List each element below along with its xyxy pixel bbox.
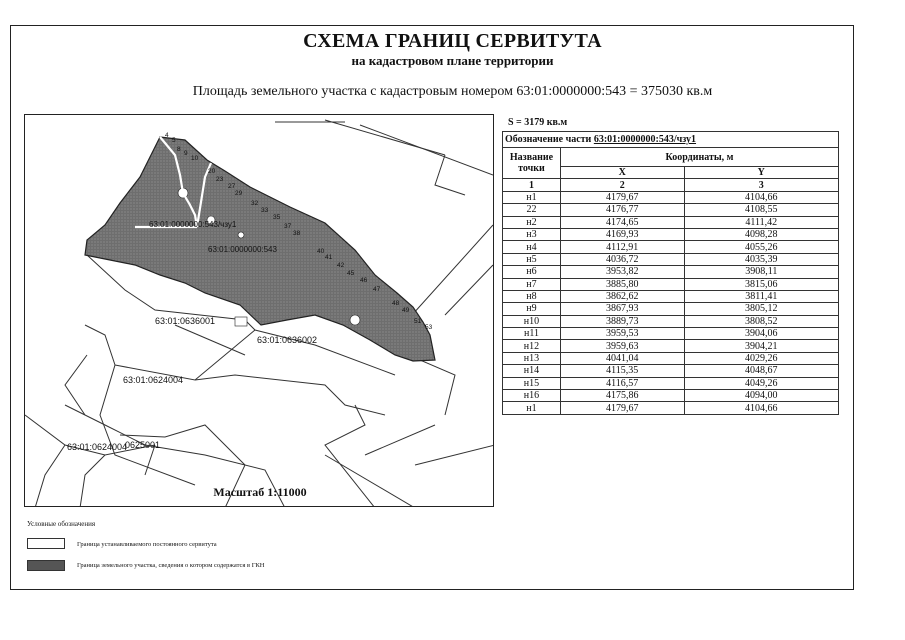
svg-text:63:01:0000000:543/чзу1: 63:01:0000000:543/чзу1 [149, 220, 237, 229]
coord-x: 3959,53 [560, 328, 684, 340]
column-x: X [560, 167, 684, 179]
coord-x: 3885,80 [560, 278, 684, 290]
svg-text:37: 37 [284, 223, 292, 230]
svg-text:9: 9 [184, 150, 188, 157]
coord-x: 4179,67 [560, 402, 684, 414]
point-name: н1 [503, 191, 561, 203]
svg-text:32: 32 [251, 200, 259, 207]
coord-x: 3959,63 [560, 340, 684, 352]
point-name: н13 [503, 352, 561, 364]
table-row [503, 290, 839, 302]
column-point-name: Название точки [503, 148, 561, 179]
point-name: н5 [503, 253, 561, 265]
coord-x: 4116,57 [560, 377, 684, 389]
coord-y: 3811,41 [684, 290, 838, 302]
coord-x: 3862,62 [560, 290, 684, 302]
point-name: н15 [503, 377, 561, 389]
coord-y: 3904,21 [684, 340, 838, 352]
coord-y: 3815,06 [684, 278, 838, 290]
column-y: Y [684, 167, 838, 179]
coord-x: 4036,72 [560, 253, 684, 265]
coord-x: 4175,86 [560, 390, 684, 402]
svg-text:47: 47 [373, 286, 381, 293]
coord-x: 4176,77 [560, 204, 684, 216]
svg-text:63:01:0000000:543: 63:01:0000000:543 [208, 245, 277, 254]
point-name: н8 [503, 290, 561, 302]
table-row [503, 390, 839, 402]
point-name: н11 [503, 328, 561, 340]
map-drawing [25, 115, 494, 507]
coordinate-rows [503, 191, 839, 414]
svg-text:20: 20 [208, 168, 216, 175]
svg-text:46: 46 [360, 277, 368, 284]
table-row [503, 377, 839, 389]
svg-text:63:01:0624004: 63:01:0624004 [123, 375, 184, 385]
point-name: н10 [503, 315, 561, 327]
svg-text:48: 48 [392, 300, 400, 307]
point-name: н6 [503, 266, 561, 278]
cadastral-map [24, 114, 494, 507]
part-designation-value: 63:01:0000000:543/чзу1 [593, 134, 697, 145]
svg-text:53: 53 [425, 324, 433, 331]
coord-y: 4055,26 [684, 241, 838, 253]
coord-y: 3904,06 [684, 328, 838, 340]
table-row [503, 241, 839, 253]
coord-y: 4094,00 [684, 390, 838, 402]
coord-y: 4035,39 [684, 253, 838, 265]
part-designation: Обозначение части 63:01:0000000:543/чзу1 [503, 132, 839, 148]
coord-x: 3953,82 [560, 266, 684, 278]
point-name: н16 [503, 390, 561, 402]
coord-y: 4111,42 [684, 216, 838, 228]
coord-y: 4108,55 [684, 204, 838, 216]
coord-y: 4049,26 [684, 377, 838, 389]
table-row [503, 228, 839, 240]
svg-text:63:01:0636001: 63:01:0636001 [155, 316, 216, 326]
svg-text:51: 51 [414, 318, 422, 325]
legend-item-servitude: Граница устанавливаемого постоянного сервитута [77, 541, 217, 548]
svg-text:40: 40 [317, 248, 325, 255]
svg-text:42: 42 [337, 262, 345, 269]
column-coordinates: Координаты, м [560, 148, 838, 167]
part-designation-row [503, 132, 839, 148]
point-name: н3 [503, 228, 561, 240]
table-row [503, 216, 839, 228]
table-row [503, 328, 839, 340]
coord-y: 4104,66 [684, 191, 838, 203]
coord-y: 4104,66 [684, 402, 838, 414]
table-row [503, 352, 839, 364]
table-row [503, 365, 839, 377]
svg-text:41: 41 [325, 254, 333, 261]
area-statement: Площадь земельного участка с кадастровым номером 63:01:0000000:543 = 375030 кв.м [192, 84, 713, 99]
svg-text:33: 33 [261, 207, 269, 214]
svg-text:23: 23 [216, 176, 224, 183]
table-row [503, 204, 839, 216]
svg-text:0625001: 0625001 [125, 440, 161, 450]
coord-x: 4115,35 [560, 365, 684, 377]
coord-y: 3908,11 [684, 266, 838, 278]
coord-y: 4048,67 [684, 365, 838, 377]
legend-title: Условные обозначения [27, 520, 96, 528]
servitude-area: S = 3179 кв.м [508, 117, 568, 128]
coord-x: 4174,65 [560, 216, 684, 228]
point-name: н9 [503, 303, 561, 315]
point-name: 22 [503, 204, 561, 216]
table-row [503, 253, 839, 265]
legend-swatch-servitude [27, 538, 65, 549]
legend-item-parcel: Граница земельного участка, сведения о котором содержатся в ГКН [77, 562, 265, 569]
coord-x: 4179,67 [560, 191, 684, 203]
svg-text:4: 4 [165, 132, 169, 139]
svg-text:35: 35 [273, 214, 281, 221]
svg-text:45: 45 [347, 270, 355, 277]
coord-y: 3808,52 [684, 315, 838, 327]
point-name: н2 [503, 216, 561, 228]
legend-swatch-parcel [27, 560, 65, 571]
table-row [503, 303, 839, 315]
coord-x: 3889,73 [560, 315, 684, 327]
coord-y: 3805,12 [684, 303, 838, 315]
point-name: н12 [503, 340, 561, 352]
svg-text:38: 38 [293, 230, 301, 237]
coord-y: 4029,26 [684, 352, 838, 364]
table-row [503, 402, 839, 414]
page-subtitle: на кадастровом плане территории [351, 53, 554, 68]
coord-x: 4169,93 [560, 228, 684, 240]
map-scale: Масштаб 1:11000 [213, 485, 307, 499]
table-row [503, 315, 839, 327]
coord-y: 4098,28 [684, 228, 838, 240]
svg-text:63:01:0624004: 63:01:0624004 [67, 442, 128, 452]
point-name: н1 [503, 402, 561, 414]
coordinates-table [502, 131, 839, 415]
coord-x: 4112,91 [560, 241, 684, 253]
table-row [503, 278, 839, 290]
svg-text:8: 8 [177, 146, 181, 153]
point-name: н7 [503, 278, 561, 290]
coord-x: 4041,04 [560, 352, 684, 364]
point-name: н14 [503, 365, 561, 377]
page-title: СХЕМА ГРАНИЦ СЕРВИТУТА [303, 30, 602, 52]
svg-text:5: 5 [172, 137, 176, 144]
point-name: н4 [503, 241, 561, 253]
table-row [503, 266, 839, 278]
table-row [503, 340, 839, 352]
svg-text:63:01:0636002: 63:01:0636002 [257, 335, 318, 345]
svg-text:10: 10 [191, 155, 199, 162]
svg-text:27: 27 [228, 183, 236, 190]
index-row: 1 2 3 [503, 179, 839, 191]
svg-text:29: 29 [235, 190, 243, 197]
table-row [503, 191, 839, 203]
svg-text:49: 49 [402, 307, 410, 314]
coord-x: 3867,93 [560, 303, 684, 315]
